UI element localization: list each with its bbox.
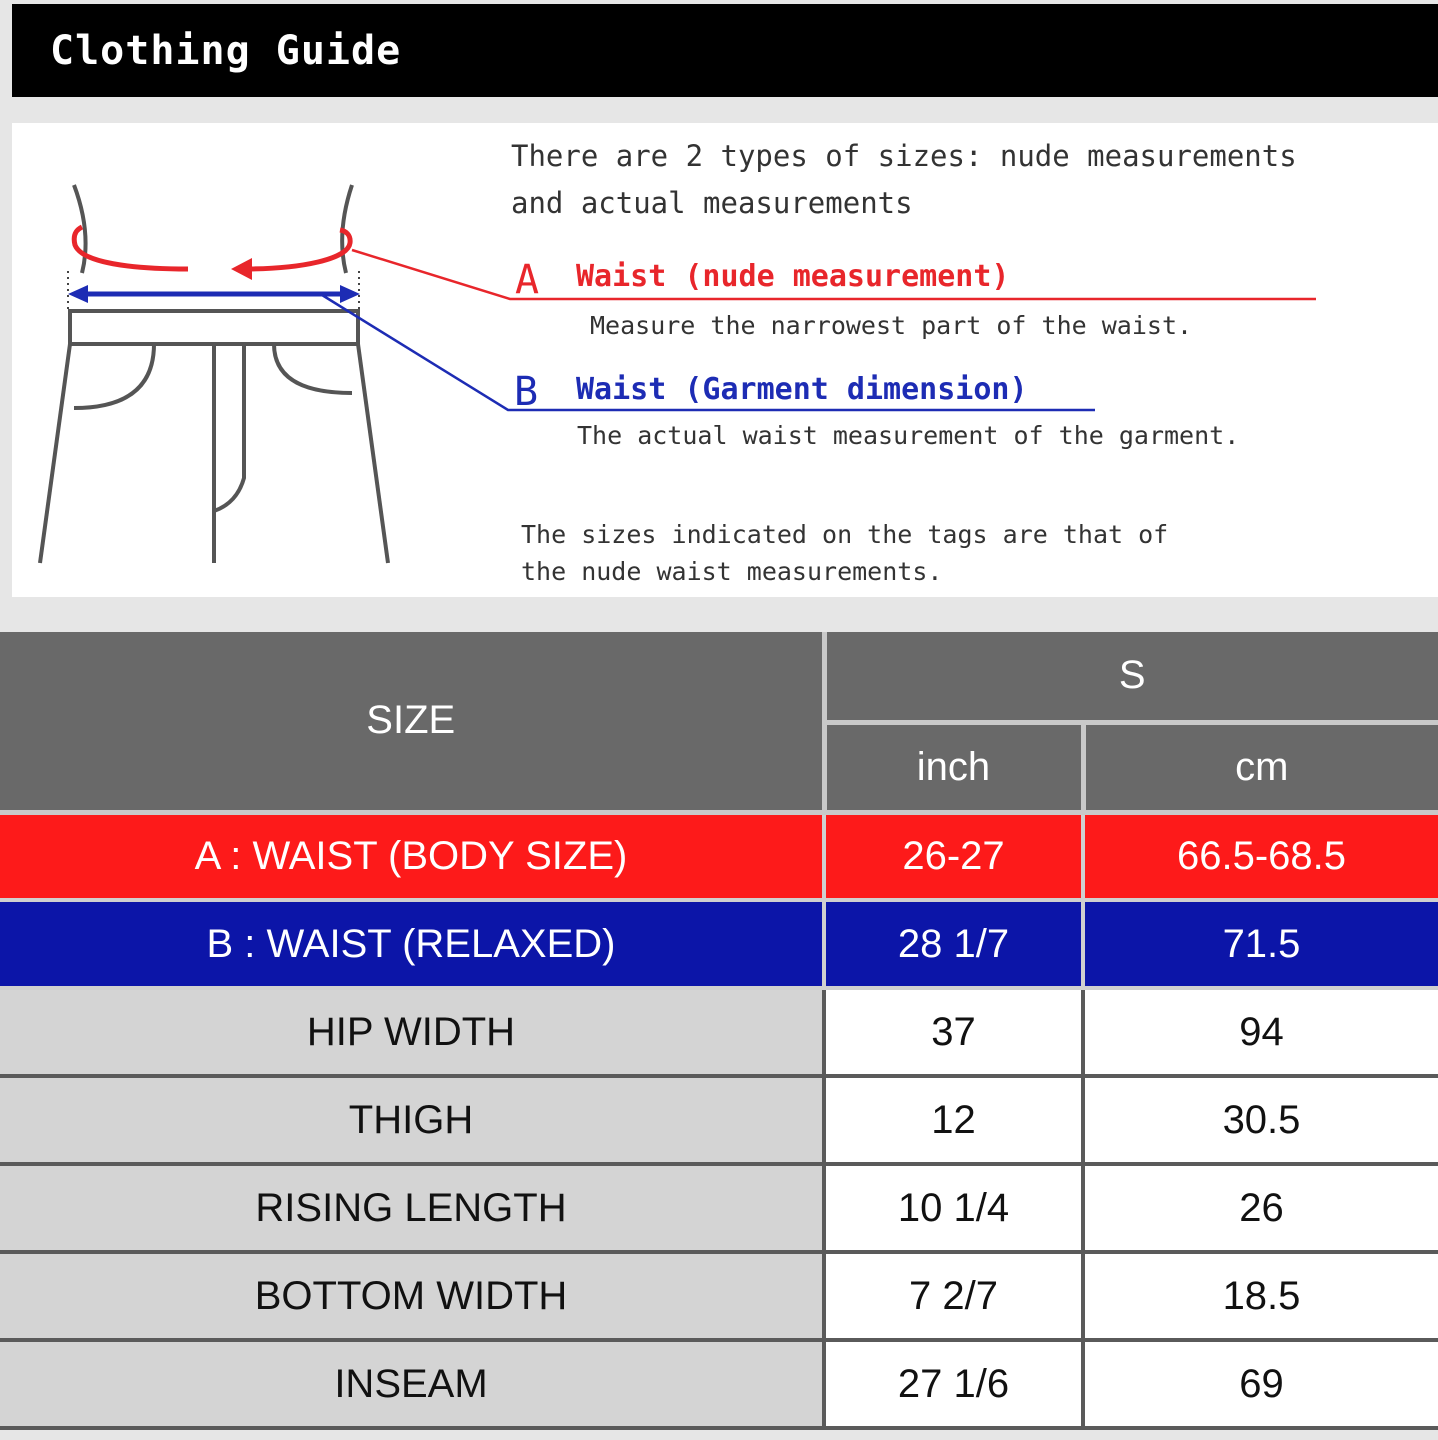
size-column-header: SIZE xyxy=(0,632,824,812)
label-b-letter: B xyxy=(514,369,539,415)
value-inch: 37 xyxy=(824,988,1083,1076)
guide-header xyxy=(12,4,1438,97)
pants-outline xyxy=(40,185,388,563)
value-cm: 18.5 xyxy=(1083,1252,1438,1340)
unit-inch-header: inch xyxy=(824,722,1083,812)
table-row xyxy=(0,900,1438,988)
note-line-2: the nude waist measurements. xyxy=(521,557,943,586)
row-label: THIGH xyxy=(0,1076,824,1164)
value-inch: 27 1/6 xyxy=(824,1340,1083,1428)
row-label: HIP WIDTH xyxy=(0,988,824,1076)
waist-a-arrowhead xyxy=(231,258,252,280)
row-label: B : WAIST (RELAXED) xyxy=(0,900,824,988)
row-label: A : WAIST (BODY SIZE) xyxy=(0,812,824,900)
tag-size-note xyxy=(521,516,1168,590)
intro-text xyxy=(511,133,1297,227)
row-label: RISING LENGTH xyxy=(0,1164,824,1252)
note-line-1: The sizes indicated on the tags are that of xyxy=(521,520,1169,549)
value-cm: 94 xyxy=(1083,988,1438,1076)
table-row xyxy=(0,1164,1438,1252)
value-inch: 12 xyxy=(824,1076,1083,1164)
table-row xyxy=(0,1340,1438,1428)
unit-cm-header: cm xyxy=(1083,722,1438,812)
intro-line-1: There are 2 types of sizes: nude measurements xyxy=(511,139,1297,173)
value-inch: 28 1/7 xyxy=(824,900,1083,988)
label-b-title: Waist (Garment dimension) xyxy=(576,372,1028,407)
table-row xyxy=(0,812,1438,900)
size-s-header: S xyxy=(824,632,1438,722)
waist-b-arrowhead-right xyxy=(340,285,360,303)
value-cm: 66.5-68.5 xyxy=(1083,812,1438,900)
value-cm: 69 xyxy=(1083,1340,1438,1428)
row-label: INSEAM xyxy=(0,1340,824,1428)
intro-line-2: and actual measurements xyxy=(511,186,913,220)
value-inch: 7 2/7 xyxy=(824,1252,1083,1340)
table-row xyxy=(0,1252,1438,1340)
row-label: BOTTOM WIDTH xyxy=(0,1252,824,1340)
table-row xyxy=(0,1076,1438,1164)
label-a-letter: A xyxy=(515,257,540,303)
value-cm: 30.5 xyxy=(1083,1076,1438,1164)
value-inch: 10 1/4 xyxy=(824,1164,1083,1252)
measurement-guide xyxy=(12,123,1438,597)
value-inch: 26-27 xyxy=(824,812,1083,900)
value-cm: 71.5 xyxy=(1083,900,1438,988)
table-row xyxy=(0,988,1438,1076)
value-cm: 26 xyxy=(1083,1164,1438,1252)
label-b-description: The actual waist measurement of the garment. xyxy=(577,421,1240,450)
header-title: Clothing Guide xyxy=(50,28,402,74)
label-a-title: Waist (nude measurement) xyxy=(576,259,1010,294)
size-chart-table xyxy=(0,632,1438,1430)
label-a-description: Measure the narrowest part of the waist. xyxy=(590,311,1193,340)
waist-b-arrowhead-left xyxy=(68,285,88,303)
